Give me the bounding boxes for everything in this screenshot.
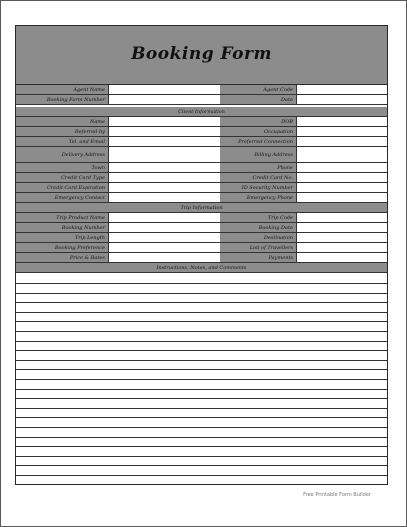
field-input[interactable] <box>296 223 387 232</box>
field-label: DOB <box>220 117 296 126</box>
field-label: Price & Rates <box>16 253 108 262</box>
field-label: ID Security Number <box>220 183 296 192</box>
note-line[interactable] <box>16 350 387 351</box>
section-header-notes: Instructions, Notes, and Comments <box>16 263 387 273</box>
field-label: Credit Card Type <box>16 173 108 182</box>
note-line[interactable] <box>16 456 387 457</box>
field-input[interactable] <box>108 137 220 146</box>
form-row <box>16 173 387 183</box>
booking-form <box>15 25 388 485</box>
field-input[interactable] <box>108 193 220 202</box>
field-input[interactable] <box>108 233 220 242</box>
field-label: Date <box>220 95 296 104</box>
note-line[interactable] <box>16 427 387 428</box>
field-label: Emergency Contact <box>16 193 108 202</box>
field-input[interactable] <box>296 243 387 252</box>
field-label: Booking Preference <box>16 243 108 252</box>
footer-text: Free Printable Form Builder <box>303 492 371 498</box>
form-row <box>16 223 387 233</box>
note-line[interactable] <box>16 302 387 303</box>
field-input[interactable] <box>108 213 220 222</box>
field-label: List of Travellers <box>220 243 296 252</box>
note-line[interactable] <box>16 360 387 361</box>
note-line[interactable] <box>16 465 387 466</box>
field-input[interactable] <box>296 253 387 262</box>
note-line[interactable] <box>16 369 387 370</box>
field-label: Booking Form Number <box>16 95 108 104</box>
field-label: Credit Card No. <box>220 173 296 182</box>
field-label: Booking Date <box>220 223 296 232</box>
field-label: Phone <box>220 163 296 172</box>
form-title: Booking Form <box>131 44 272 64</box>
note-line[interactable] <box>16 446 387 447</box>
form-row <box>16 117 387 127</box>
note-line[interactable] <box>16 398 387 399</box>
field-label: Agent Name <box>16 85 108 94</box>
form-row <box>16 95 387 105</box>
field-label: Trip Length <box>16 233 108 242</box>
note-line[interactable] <box>16 417 387 418</box>
field-input[interactable] <box>108 147 220 162</box>
form-row <box>16 163 387 173</box>
form-row <box>16 147 387 163</box>
field-input[interactable] <box>296 137 387 146</box>
field-input[interactable] <box>108 223 220 232</box>
field-label: Agent Code <box>220 85 296 94</box>
form-row <box>16 233 387 243</box>
field-input[interactable] <box>296 193 387 202</box>
field-label: Destination <box>220 233 296 242</box>
field-label: Credit Card Expiration <box>16 183 108 192</box>
field-input[interactable] <box>108 173 220 182</box>
section-header-trip: Trip Information <box>16 203 387 213</box>
field-input[interactable] <box>296 127 387 136</box>
form-row <box>16 243 387 253</box>
note-line[interactable] <box>16 321 387 322</box>
field-input[interactable] <box>296 173 387 182</box>
form-row <box>16 193 387 203</box>
field-input[interactable] <box>108 163 220 172</box>
field-label: Tel. and Email <box>16 137 108 146</box>
field-input[interactable] <box>108 183 220 192</box>
field-input[interactable] <box>108 95 220 104</box>
field-label: Name <box>16 117 108 126</box>
field-label: Referred by <box>16 127 108 136</box>
field-input[interactable] <box>296 117 387 126</box>
field-input[interactable] <box>108 117 220 126</box>
note-line[interactable] <box>16 408 387 409</box>
field-input[interactable] <box>108 85 220 94</box>
note-line[interactable] <box>16 475 387 476</box>
field-label: Booking Number <box>16 223 108 232</box>
note-line[interactable] <box>16 341 387 342</box>
form-header <box>16 26 387 85</box>
field-label: Occupation <box>220 127 296 136</box>
field-label: Trip Code <box>220 213 296 222</box>
note-line[interactable] <box>16 379 387 380</box>
form-row <box>16 183 387 193</box>
field-input[interactable] <box>108 253 220 262</box>
field-input[interactable] <box>108 243 220 252</box>
field-label: Delivery Address <box>16 147 108 162</box>
field-input[interactable] <box>296 213 387 222</box>
field-input[interactable] <box>296 95 387 104</box>
field-input[interactable] <box>296 183 387 192</box>
note-line[interactable] <box>16 312 387 313</box>
field-label: Town <box>16 163 108 172</box>
field-label: Trip Product Name <box>16 213 108 222</box>
field-label: Emergency Phone <box>220 193 296 202</box>
field-input[interactable] <box>296 163 387 172</box>
form-row <box>16 253 387 263</box>
field-input[interactable] <box>296 147 387 162</box>
note-line[interactable] <box>16 293 387 294</box>
field-label: Billing Address <box>220 147 296 162</box>
field-input[interactable] <box>108 127 220 136</box>
form-row <box>16 127 387 137</box>
field-input[interactable] <box>296 233 387 242</box>
note-line[interactable] <box>16 331 387 332</box>
form-row <box>16 213 387 223</box>
field-input[interactable] <box>296 85 387 94</box>
field-label: Payments <box>220 253 296 262</box>
form-row <box>16 137 387 147</box>
note-line[interactable] <box>16 389 387 390</box>
section-header-client: Client Information <box>16 107 387 117</box>
note-line[interactable] <box>16 283 387 284</box>
note-line[interactable] <box>16 437 387 438</box>
form-row <box>16 85 387 95</box>
field-label: Preferred Connection <box>220 137 296 146</box>
